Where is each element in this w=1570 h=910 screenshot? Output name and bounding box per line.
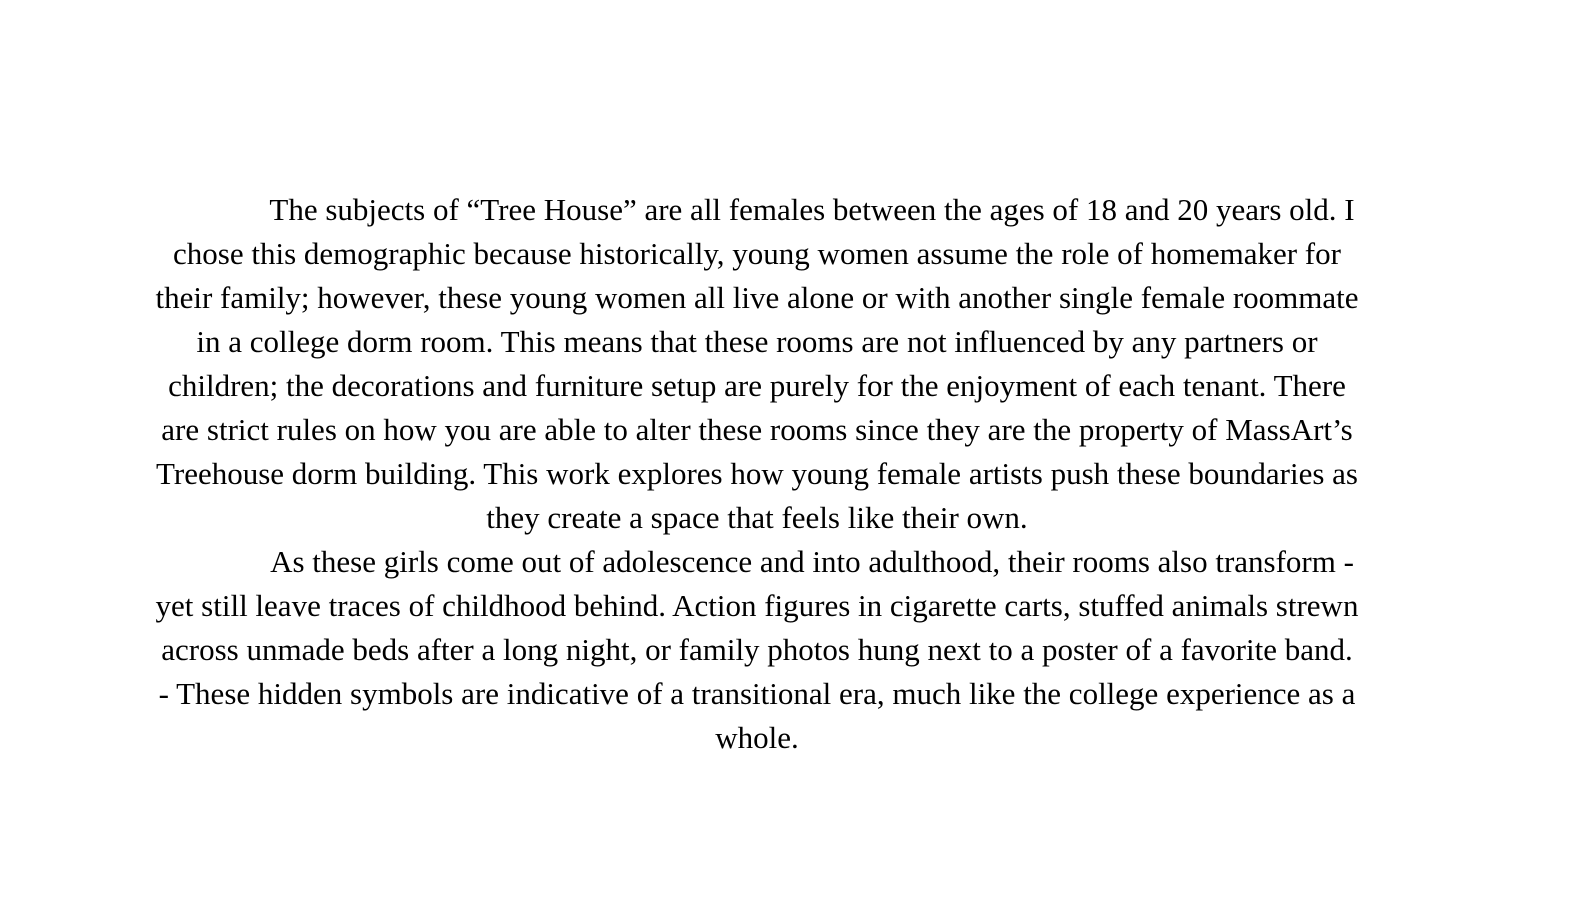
text-line: in a college dorm room. This means that these rooms are not influenced by any partners or xyxy=(196,324,1318,359)
paragraph-2 xyxy=(112,540,1402,760)
text-line: are strict rules on how you are able to alter these rooms since they are the property of MassArt’s xyxy=(161,412,1353,447)
paragraph-1 xyxy=(112,188,1402,540)
text-line: Treehouse dorm building. This work explores how young female artists push these boundaries as xyxy=(156,456,1358,491)
text-line: - These hidden symbols are indicative of a transitional era, much like the college experience as a xyxy=(158,676,1356,711)
text-line: children; the decorations and furniture setup are purely for the enjoyment of each tenant. There xyxy=(168,368,1346,403)
text-line: As these girls come out of adolescence and into adulthood, their rooms also transform - xyxy=(270,544,1354,579)
artist-statement xyxy=(112,188,1402,760)
text-line: The subjects of “Tree House” are all females between the ages of 18 and 20 years old. I xyxy=(269,192,1355,227)
text-line: across unmade beds after a long night, or family photos hung next to a poster of a favorite band. xyxy=(161,632,1353,667)
text-line: they create a space that feels like their own. xyxy=(486,500,1028,535)
text-line: yet still leave traces of childhood behind. Action figures in cigarette carts, stuffed animals strewn xyxy=(155,588,1359,623)
text-line: whole. xyxy=(715,720,799,755)
text-line: chose this demographic because historically, young women assume the role of homemaker for xyxy=(173,236,1341,271)
text-line: their family; however, these young women all live alone or with another single female roommate xyxy=(155,280,1359,315)
